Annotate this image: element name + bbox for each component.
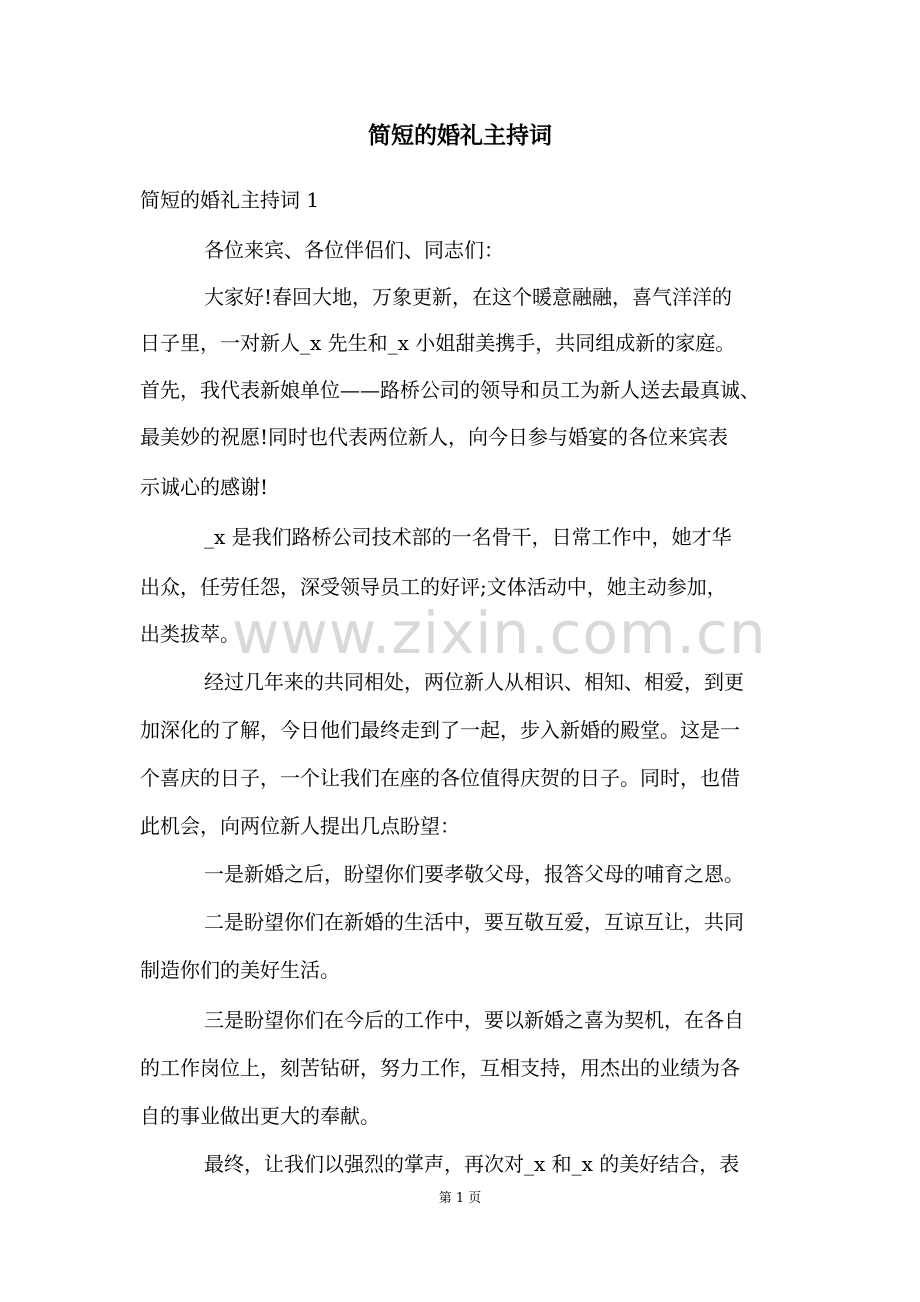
paragraph-line: _x 是我们路桥公司技术部的一名骨干，日常工作中，她才华 — [204, 525, 732, 549]
document-title: 简短的婚礼主持词 — [368, 122, 552, 149]
paragraph-line: 二是盼望你们在新婚的生活中，要互敬互爱，互谅互让，共同 — [204, 910, 744, 934]
paragraph-line: 一是新婚之后，盼望你们要孝敬父母，报答父母的哺育之恩。 — [204, 862, 744, 886]
watermark-text: www.zixin.com.cn — [232, 599, 767, 667]
paragraph-line: 此机会，向两位新人提出几点盼望： — [140, 814, 460, 838]
paragraph-line: 最终，让我们以强烈的掌声，再次对_x 和_x 的美好结合，表 — [204, 1152, 740, 1176]
paragraph-line: 自的事业做出更大的奉献。 — [140, 1104, 380, 1128]
paragraph-line: 出众，任劳任怨，深受领导员工的好评;文体活动中，她主动参加， — [140, 575, 727, 599]
paragraph-line: 加深化的了解，今日他们最终走到了一起，步入新婚的殿堂。这是一 — [140, 718, 740, 742]
paragraph-line: 经过几年来的共同相处，两位新人从相识、相知、相爱，到更 — [204, 670, 744, 694]
paragraph-line: 首先，我代表新娘单位——路桥公司的领导和员工为新人送去最真诚、 — [140, 378, 760, 402]
paragraph-line: 大家好!春回大地，万象更新，在这个暖意融融，喜气洋洋的 — [204, 285, 733, 309]
paragraph-line: 各位来宾、各位伴侣们、同志们： — [204, 238, 504, 262]
paragraph-line: 的工作岗位上，刻苦钻研，努力工作，互相支持，用杰出的业绩为各 — [140, 1056, 740, 1080]
paragraph-line: 制造你们的美好生活。 — [140, 958, 340, 982]
page-number: 第 1 页 — [438, 1191, 482, 1206]
paragraph-line: 示诚心的感谢! — [140, 475, 269, 499]
paragraph-line: 出类拔萃。 — [140, 622, 240, 646]
paragraph-line: 日子里，一对新人_x 先生和_x 小姐甜美携手，共同组成新的家庭。 — [140, 331, 736, 355]
paragraph-line: 个喜庆的日子，一个让我们在座的各位值得庆贺的日子。同时，也借 — [140, 766, 740, 790]
paragraph-line: 最美妙的祝愿!同时也代表两位新人，向今日参与婚宴的各位来宾表 — [140, 425, 729, 449]
paragraph-line: 三是盼望你们在今后的工作中，要以新婚之喜为契机，在各自 — [204, 1008, 744, 1032]
section-heading: 简短的婚礼主持词 1 — [140, 188, 320, 212]
